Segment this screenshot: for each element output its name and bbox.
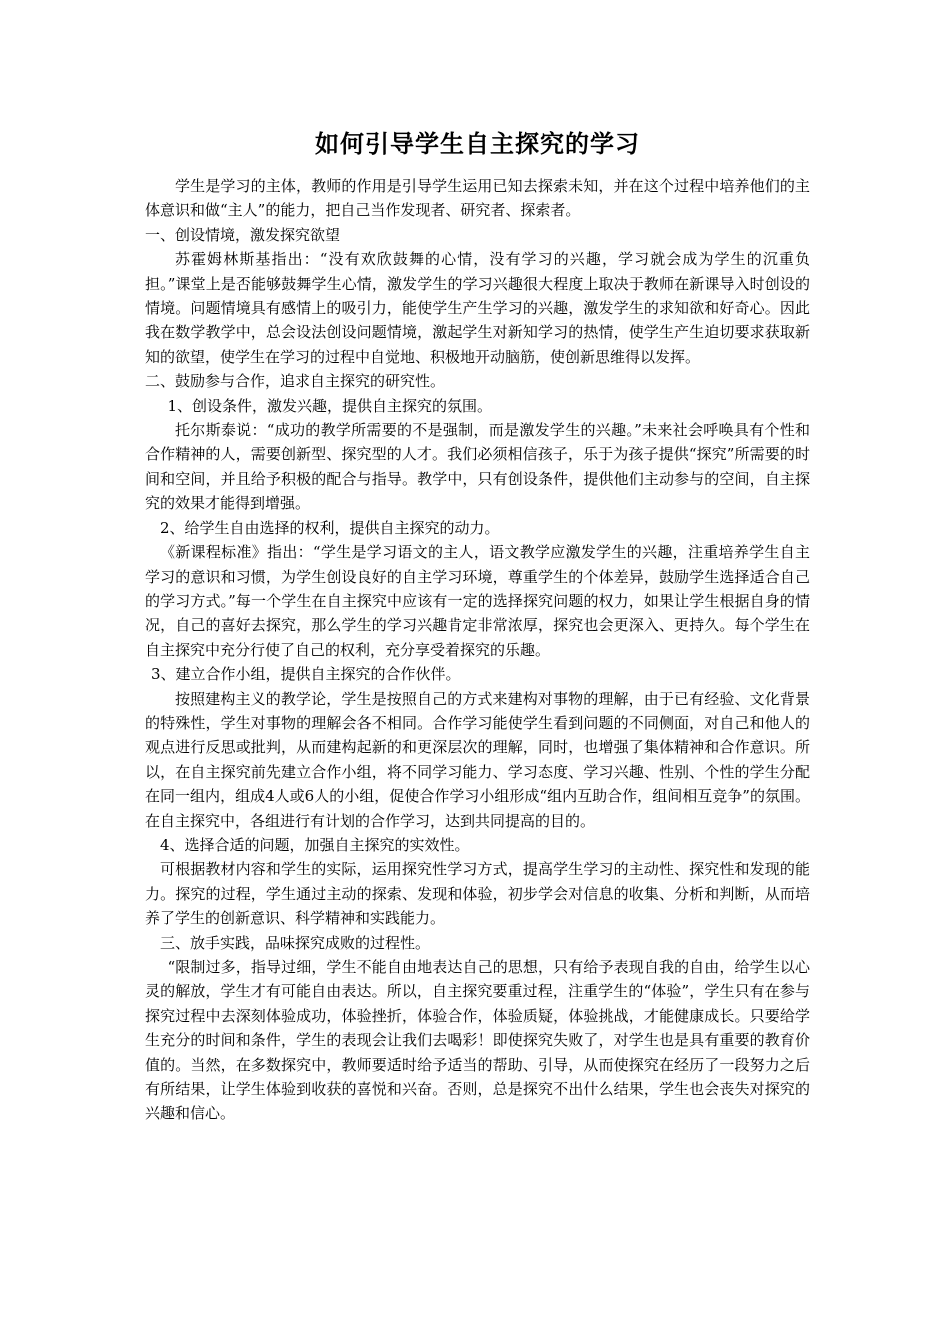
- paragraph: 2、给学生自由选择的权利，提供自主探究的动力。: [160, 518, 500, 537]
- section-heading: 二、鼓励参与合作，追求自主探究的研究性。: [145, 372, 446, 391]
- paragraph: 可根据教材内容和学生的实际，运用探究性学习方式，提高学生学习的主动性、探究性和发现的能力。探究的过程，学生通过主动的探索、发现和体验，初步学会对信息的收集、分析和判断，从而培养了学生的创新意识、科学精神和实践能力。: [145, 860, 810, 928]
- section-heading: 一、创设情境，激发探究欲望: [145, 225, 341, 244]
- paragraph: 托尔斯泰说：“成功的教学所需要的不是强制，而是激发学生的兴趣。”未来社会呼唤具有个性和合作精神的人，需要创新型、探究型的人才。我们必须相信孩子，乐于为孩子提供“探究”所需要的时间和空间，并且给予积极的配合与指导。教学中，只有创设条件，提供他们主动参与的空间，自主探究的效果才能得到增强。: [145, 421, 810, 513]
- paragraph: “限制过多，指导过细，学生不能自由地表达自己的思想，只有给予表现自我的自由，给学生以心灵的解放，学生才有可能自由表达。所以，自主探究要重过程，注重学生的“体验”，学生只有在参与探究过程中去深刻体验成功，体验挫折，体验合作，体验质疑，体验挑战，才能健康成长。只要给学生充分的时间和条件，学生的表现会让我们去喝彩！即使探究失败了，对学生也是具有重要的教育价值的。当然，在多数探究中，教师要适时给予适当的帮助、引导，从而使探究在经历了一段努力之后有所结果，让学生体验到收获的喜悦和兴奋。否则，总是探究不出什么结果，学生也会丧失对探究的兴趣和信心。: [145, 958, 810, 1123]
- paragraph: 《新课程标准》指出：“学生是学习语文的主人，语文教学应激发学生的兴趣，注重培养学生自主学习的意识和习惯，为学生创设良好的自主学习环境，尊重学生的个体差异，鼓励学生选择适合自己的学习方式。”每一个学生在自主探究中应该有一定的选择探究问题的权力，如果让学生根据自身的情况，自己的喜好去探究，那么学生的学习兴趣肯定非常浓厚，探究也会更深入、更持久。每个学生在自主探究中充分行使了自己的权利，充分享受着探究的乐趣。: [145, 543, 810, 659]
- document-page: [145, 128, 810, 1126]
- document-title: 如何引导学生自主探究的学习: [315, 130, 640, 158]
- paragraph: 1、创设条件，激发兴趣，提供自主探究的氛围。: [167, 396, 493, 415]
- paragraph: 4、选择合适的问题，加强自主探究的实效性。: [160, 835, 470, 854]
- paragraph: 学生是学习的主体，教师的作用是引导学生运用已知去探索未知，并在这个过程中培养他们的主体意识和做“主人”的能力，把自己当作发现者、研究者、探索者。: [145, 177, 810, 220]
- paragraph: 3、建立合作小组，提供自主探究的合作伙伴。: [151, 665, 461, 684]
- document-body: [145, 174, 810, 1126]
- paragraph: 三、放手实践，品味探究成败的过程性。: [160, 933, 431, 952]
- paragraph: 按照建构主义的教学论，学生是按照自己的方式来建构对事物的理解，由于已有经验、文化背景的特殊性，学生对事物的理解会各不相同。合作学习能使学生看到问题的不同侧面，对自己和他人的观点进行反思或批判，从而建构起新的和更深层次的理解，同时，也增强了集体精神和合作意识。所以，在自主探究前先建立合作小组，将不同学习能力、学习态度、学习兴趣、性别、个性的学生分配在同一组内，组成4人或6人的小组，促使合作学习小组形成“组内互助合作，组间相互竞争”的氛围。在自主探究中，各组进行有计划的合作学习，达到共同提高的目的。: [145, 689, 810, 830]
- paragraph: 苏霍姆林斯基指出：“没有欢欣鼓舞的心情，没有学习的兴趣，学习就会成为学生的沉重负担。”课堂上是否能够鼓舞学生心情，激发学生的学习兴趣很大程度上取决于教师在新课导入时创设的情境。问题情境具有感情上的吸引力，能使学生产生学习的兴趣，激发学生的求知欲和好奇心。因此我在数学教学中，总会设法创设问题情境，激起学生对新知学习的热情，使学生产生迫切要求获取新知的欲望，使学生在学习的过程中自觉地、积极地开动脑筋，使创新思维得以发挥。: [145, 250, 810, 366]
